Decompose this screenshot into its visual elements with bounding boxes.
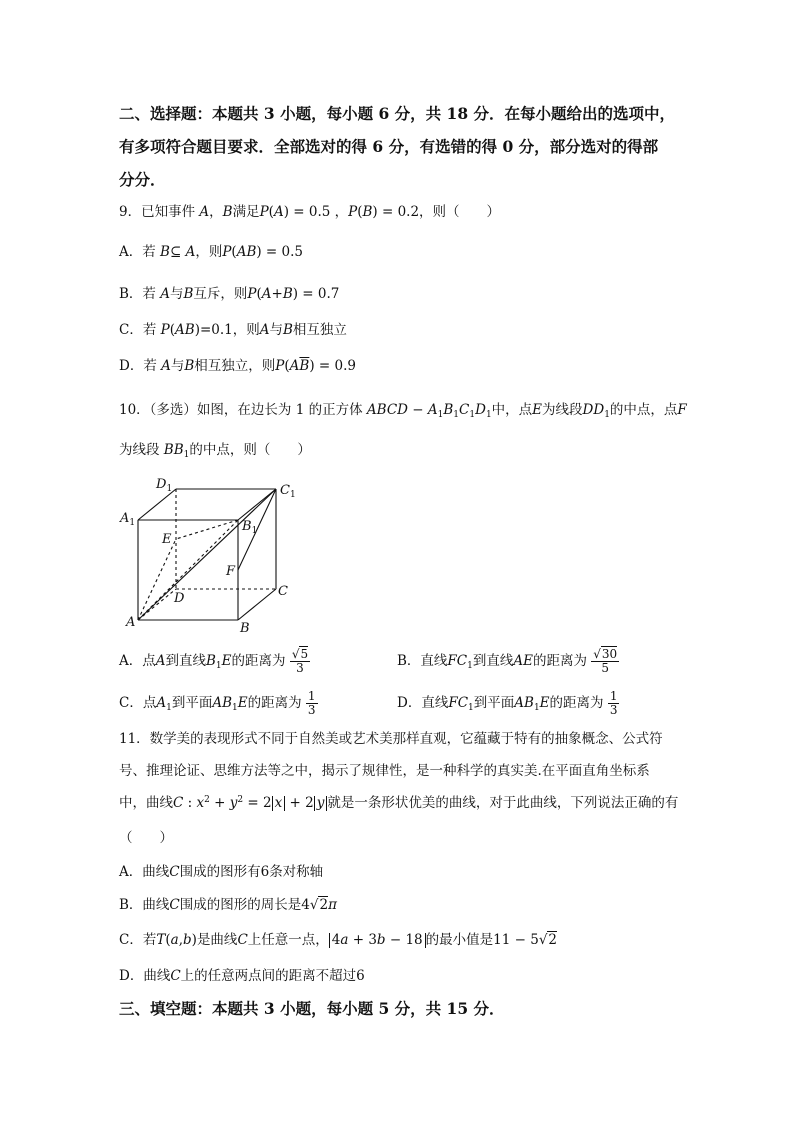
q11-line1: 11．数学美的表现形式不同于自然美或艺术美那样直观，它蕴藏于特有的抽象概念、公式符 xyxy=(119,731,663,747)
q11-c-text2: 是曲线 xyxy=(196,932,238,948)
label-b: B xyxy=(240,621,250,634)
q9-d-text: 相互独立，则 xyxy=(194,358,276,374)
q10-d-label: D．直线 xyxy=(397,695,449,711)
label-c1: $C_1$ xyxy=(280,483,296,500)
q9-b-label: B．若 xyxy=(119,286,156,302)
q9-a-text: ，则 xyxy=(195,244,223,260)
q10-option-b: B．直线$FC_1$到直线AE的距离为 $\frac{√30}{5}$ xyxy=(397,647,618,675)
section2-line3: 分分． xyxy=(119,170,166,189)
q9-stem: 9．已知事件 A，B满足P(A) = 0.5 ，P(B) = 0.2，则（ ） xyxy=(119,204,501,220)
q10-a-label: A．点 xyxy=(119,653,156,669)
q11-option-a: A．曲线C围成的图形有6条对称轴 xyxy=(119,864,324,880)
section2-heading xyxy=(119,97,675,196)
q10-a-text2: 到直线 xyxy=(165,653,206,669)
q10-stem-line2: 为线段 $BB_1$的中点，则（ ） xyxy=(119,442,311,460)
label-c: C xyxy=(278,584,288,599)
q10-c-text3: 的距离为 xyxy=(247,695,302,711)
label-b1: $B_1$ xyxy=(242,519,258,536)
q9-option-a: A．若 B⊆ A，则P(AB) = 0.5 xyxy=(119,244,304,260)
q10-stem-line1: 10．（多选）如图，在边长为 1 的正方体 ABCD − $A_1B_1C_1D_1$中，点E为线段$DD_1$的中点，点F xyxy=(119,402,687,420)
q10-line2b: 的中点，则（ ） xyxy=(189,442,311,458)
q11-line3a: 中，曲线 xyxy=(119,795,173,811)
q10-mid2: 为线段 xyxy=(542,402,583,418)
q11-option-c: C．若T(a,b)是曲线C上任意一点， 4a + 3b − 18 的最小值是11 − 5√2 xyxy=(119,932,558,948)
label-f: F xyxy=(226,564,236,579)
q9-a-label: A．若 xyxy=(119,244,156,260)
label-d1: $D_1$ xyxy=(156,477,173,494)
label-e: E xyxy=(162,532,172,547)
q11-b-label: B．曲线 xyxy=(119,897,170,913)
q11-b-text2: 围成的图形的周长是 xyxy=(179,897,302,913)
q10-mid: 中，点 xyxy=(491,402,533,418)
q11-a-label: A．曲线 xyxy=(119,864,170,880)
q11-option-b: B．曲线C围成的图形的周长是4√2π xyxy=(119,897,337,913)
q9-c-tail: 相互独立 xyxy=(292,322,347,338)
q10-b-label: B．直线 xyxy=(397,653,448,669)
q10-c-text2: 到平面 xyxy=(171,695,213,711)
q10-d-text2: 到平面 xyxy=(473,695,515,711)
q11-line3b: 就是一条形状优美的曲线，对于此曲线，下列说法正确的有 xyxy=(327,795,679,811)
q9-b-text: 互斥，则 xyxy=(193,286,248,302)
q10-c-label: C．点 xyxy=(119,695,157,711)
q9-cond-end: ，则（ ） xyxy=(419,204,501,220)
q10-option-a: A．点A到直线$B_1E$的距离为 $\frac{√5}{3}$ xyxy=(119,647,309,675)
q11-option-d: D．曲线C上的任意两点间的距离不超过6 xyxy=(119,968,365,984)
cube-figure xyxy=(118,472,308,634)
q11-line2: 号、推理论证、思维方法等之中，揭示了规律性，是一种科学的真实美.在平面直角坐标系 xyxy=(119,763,650,779)
label-a1: $A_1$ xyxy=(120,511,136,528)
q11-c-label: C．若 xyxy=(119,932,157,948)
section2-line2: 有多项符合题目要求．全部选对的得 6 分，有选错的得 0 分，部分选对的得部 xyxy=(119,137,659,156)
q11-a-text2: 围成的图形有 xyxy=(179,864,261,880)
q10-option-d: D．直线$FC_1$到平面$AB_1E$的距离为 $\frac{1}{3}$ xyxy=(397,689,618,717)
q9-c-label: C．若 xyxy=(119,322,157,338)
q10-b-text3: 的距离为 xyxy=(532,653,587,669)
q9-d-label: D．若 xyxy=(119,358,157,374)
q9-lead: 9．已知事件 xyxy=(119,204,196,220)
q10-b-text2: 到直线 xyxy=(472,653,514,669)
label-d: D xyxy=(174,591,185,606)
q11-d-label: D．曲线 xyxy=(119,968,171,984)
q11-c-text4: 的最小值是 xyxy=(425,932,494,948)
q9-c-text: ，则 xyxy=(232,322,260,338)
section3-heading: 三、填空题：本题共 3 小题，每小题 5 分，共 15 分． xyxy=(119,999,505,1018)
q9-cond-mid: 满足 xyxy=(232,204,260,220)
q11-c-text3: 上任意一点， xyxy=(247,932,329,948)
q11-a-text3: 条对称轴 xyxy=(269,864,324,880)
q11-line4: （ ） xyxy=(119,830,173,846)
q10-lead: 10．（多选）如图，在边长为 1 的正方体 xyxy=(119,402,363,418)
q9-option-b: B．若 A与B互斥，则P(A+B) = 0.7 xyxy=(119,286,340,302)
q10-line2a: 为线段 xyxy=(119,442,160,458)
q10-d-text3: 的距离为 xyxy=(549,695,604,711)
q9-option-c: C．若 P(AB)=0.1，则A与B相互独立 xyxy=(119,322,347,338)
q10-option-c: C．点$A_1$到平面$AB_1E$的距离为 $\frac{1}{3}$ xyxy=(119,689,316,717)
q10-mid3: 的中点，点 xyxy=(609,402,678,418)
q11-d-text2: 上的任意两点间的距离不超过 xyxy=(180,968,357,984)
q11-line3: 中，曲线C : $x^2 + y^2 = 2$ x + 2 y 就是一条形状优美的曲线，对于此曲线，下列说法正确的有 xyxy=(119,795,679,811)
q10-a-text3: 的距离为 xyxy=(231,653,286,669)
label-a: A xyxy=(126,615,136,630)
q9-option-d: D．若 A与B相互独立，则$P(A\overline{B}) = 0.9$ xyxy=(119,358,356,374)
cube-labels xyxy=(119,477,296,634)
section2-line1: 二、选择题：本题共 3 小题，每小题 6 分，共 18 分．在每小题给出的选项中， xyxy=(119,104,676,123)
